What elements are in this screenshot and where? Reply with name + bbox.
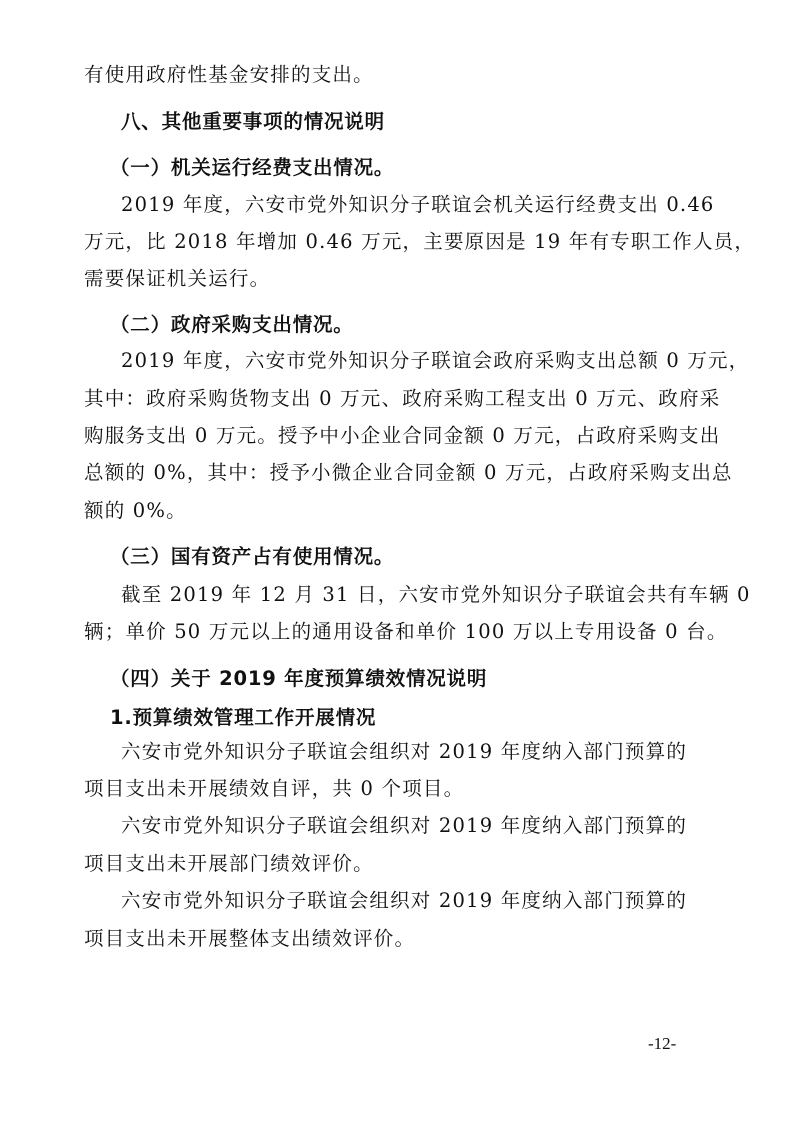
subsection-heading: 1.预算绩效管理工作开展情况: [110, 706, 377, 729]
page-number: -12-: [648, 1034, 677, 1053]
section-heading: 八、其他重要事项的情况说明: [121, 110, 385, 133]
body-text-line: 截至 2019 年 12 月 31 日，六安市党外知识分子联谊会共有车辆 0: [121, 583, 751, 606]
body-text-line: 六安市党外知识分子联谊会组织对 2019 年度纳入部门预算的: [121, 889, 688, 912]
body-text-line: 项目支出未开展整体支出绩效评价。: [84, 927, 416, 950]
body-text-line: 六安市党外知识分子联谊会组织对 2019 年度纳入部门预算的: [121, 814, 688, 837]
body-text-line: 2019 年度，六安市党外知识分子联谊会机关运行经费支出 0.46: [121, 193, 715, 216]
subsection-heading: （三）国有资产占有使用情况。: [110, 545, 395, 568]
body-text-line: 购服务支出 0 万元。授予中小企业合同金额 0 万元，占政府采购支出: [84, 424, 721, 447]
subsection-heading: （一）机关运行经费支出情况。: [110, 156, 395, 179]
body-text-line: 额的 0%。: [84, 499, 187, 522]
body-text-line: 项目支出未开展部门绩效评价。: [84, 852, 374, 875]
subsection-heading: （四）关于 2019 年度预算绩效情况说明: [110, 667, 488, 690]
body-text-line: 六安市党外知识分子联谊会组织对 2019 年度纳入部门预算的: [121, 740, 688, 763]
body-text-line: 万元，比 2018 年增加 0.46 万元，主要原因是 19 年有专职工作人员，: [84, 230, 756, 253]
body-text-line: 总额的 0%，其中：授予小微企业合同金额 0 万元，占政府采购支出总: [84, 461, 733, 484]
body-text-line: 有使用政府性基金安排的支出。: [84, 63, 374, 86]
body-text-line: 项目支出未开展绩效自评，共 0 个项目。: [84, 777, 465, 800]
subsection-heading: （二）政府采购支出情况。: [110, 313, 354, 336]
body-text-line: 2019 年度，六安市党外知识分子联谊会政府采购支出总额 0 万元，: [121, 349, 750, 372]
body-text-line: 其中：政府采购货物支出 0 万元、政府采购工程支出 0 万元、政府采: [84, 387, 721, 410]
body-text-line: 辆；单价 50 万元以上的通用设备和单价 100 万以上专用设备 0 台。: [84, 620, 728, 643]
body-text-line: 需要保证机关运行。: [84, 267, 271, 290]
